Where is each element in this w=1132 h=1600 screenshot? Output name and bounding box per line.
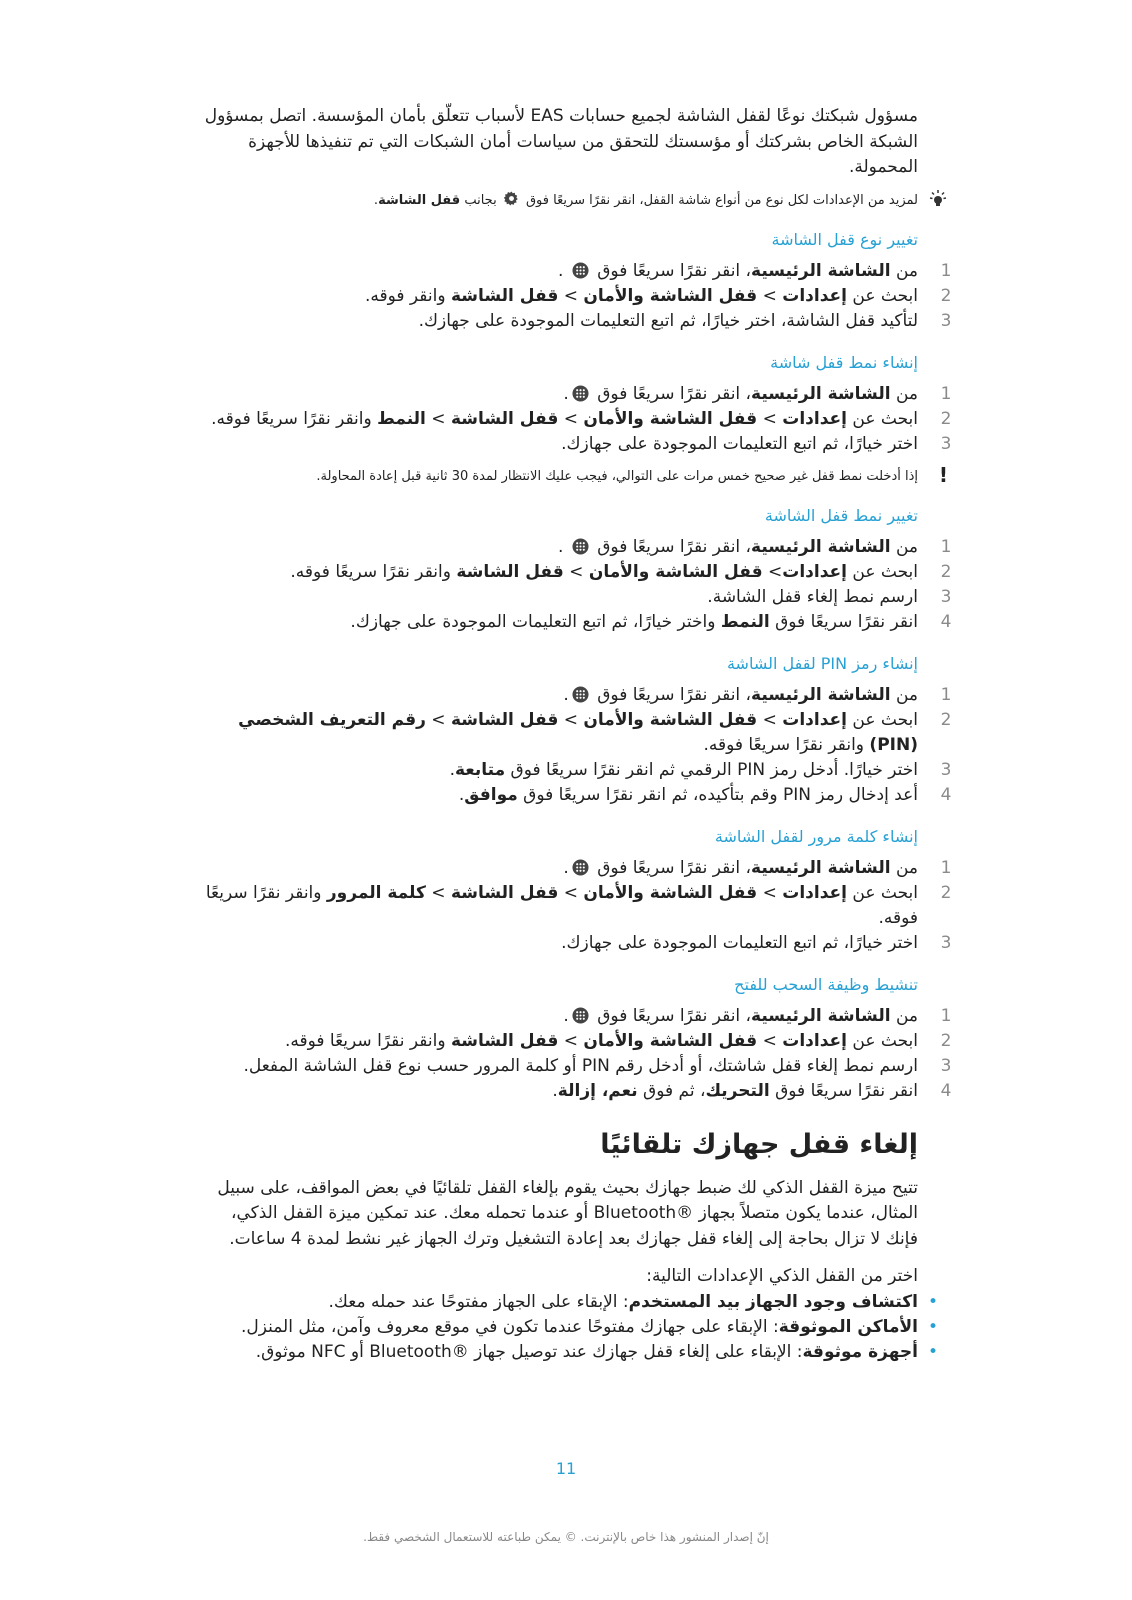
- steps-list: [196, 259, 952, 334]
- intro-paragraph: مسؤول شبكتك نوعًا لقفل الشاشة لجميع حسابات EAS لأسباب تتعلّق بأمان المؤسسة. اتصل بمسؤول الشبكة الخاص بشركتك أو مؤسستك للتحقق من سياسات أمان الشبكات التي تم تنفيذها للأجهزة المحمولة.: [204, 106, 918, 177]
- step-text: ابحث عن: [846, 561, 918, 582]
- smart-lock-options-intro: اختر من القفل الذكي الإعدادات التالية:: [646, 1266, 918, 1286]
- step-item: [196, 284, 952, 309]
- footer-note: إنّ إصدار المنشور هذا خاص بالإنترنت. © يمكن طباعته للاستعمال الشخصي فقط.: [363, 1530, 769, 1544]
- section-title-create-pin: إنشاء رمز PIN لقفل الشاشة: [726, 653, 918, 673]
- step-item: [196, 931, 952, 956]
- option-text: : الإبقاء على جهازك مفتوحًا عندما تكون في موقع معروف وآمن، مثل المنزل.: [240, 1316, 779, 1337]
- apps-grid-icon: [572, 538, 589, 555]
- tip-text: لمزيد من الإعدادات لكل نوع من أنواع شاشة القفل، انقر نقرًا سريعًا فوق: [525, 192, 918, 208]
- step-end: وانقر نقرًا سريعًا فوقه.: [290, 561, 457, 582]
- lightbulb-icon: [928, 189, 948, 209]
- section-title-change-lock-type: تغيير نوع قفل الشاشة: [771, 229, 918, 249]
- option-bold: اكتشاف وجود الجهاز بيد المستخدم: [628, 1291, 918, 1312]
- step-text: انقر نقرًا سريعًا فوق: [769, 1080, 918, 1101]
- tip-text-next: بجانب: [464, 192, 497, 208]
- step-text: من: [890, 383, 918, 404]
- step-end: .: [563, 383, 569, 404]
- step-number: 1: [940, 857, 952, 878]
- step-text: من: [890, 1005, 918, 1026]
- step-item: [196, 560, 952, 585]
- steps-list: [196, 856, 952, 956]
- step-end: وانقر فوقه.: [364, 285, 451, 306]
- step-item: [196, 1079, 952, 1104]
- gear-icon: [504, 191, 519, 206]
- step-bold: قفل الشاشة: [450, 882, 559, 903]
- step-item: [196, 1054, 952, 1079]
- step-bold: رقم التعريف الشخصي (PIN): [238, 709, 918, 755]
- section-heading-smart-lock: إلغاء قفل جهازك تلقائيًا: [600, 1128, 918, 1160]
- step-bold: الشاشة الرئيسية: [751, 684, 891, 705]
- step-bold: إعدادات: [782, 285, 847, 306]
- apps-grid-icon: [572, 262, 589, 279]
- step-item: [196, 535, 952, 560]
- step-bold: قفل الشاشة والأمان: [588, 561, 763, 582]
- note-box: [196, 462, 948, 487]
- smart-lock-options-list: [196, 1290, 938, 1365]
- exclamation-icon: !: [938, 462, 948, 487]
- section-title-create-password: إنشاء كلمة مرور لقفل الشاشة: [714, 826, 918, 846]
- step-text: >: [762, 561, 783, 582]
- step-end: .: [552, 1080, 558, 1101]
- section-title-change-pattern: تغيير نمط قفل الشاشة: [764, 505, 918, 525]
- step-text: >: [563, 561, 589, 582]
- step-item: [196, 309, 952, 334]
- step-end: .: [458, 784, 465, 805]
- step-number: 3: [940, 586, 952, 607]
- step-number: 3: [940, 310, 952, 331]
- step-number: 2: [940, 709, 952, 730]
- step-bold: النمط: [720, 611, 770, 632]
- smart-lock-paragraph: تتيح ميزة القفل الذكي لك ضبط جهازك بحيث يقوم بإلغاء القفل تلقائيًا في بعض المواقف، على سبيل المثال، عندما يكون متصلاً بجهاز ®Bluetooth أو عندما تحمله معك. عند تمكين ميزة القفل الذكي، فإنك لا تزال بحاجة إلى إلغاء قفل جهازك بعد إعادة التشغيل وترك الجهاز غير نشط لمدة 4 ساعات.: [217, 1177, 918, 1249]
- step-number: 1: [940, 684, 952, 705]
- steps-list: [196, 683, 952, 808]
- step-item: [196, 881, 952, 931]
- step-end: .: [563, 857, 569, 878]
- step-text: >: [425, 709, 451, 730]
- step-end: وانقر نقرًا سريعًا فوقه.: [205, 882, 918, 928]
- option-bold: أجهزة موثوقة: [802, 1341, 918, 1362]
- tip-bold: قفل الشاشة: [378, 192, 461, 208]
- step-text: >: [558, 709, 584, 730]
- step-end: وانقر نقرًا سريعًا فوقه.: [284, 1030, 451, 1051]
- step-number: 1: [940, 383, 952, 404]
- option-text: : الإبقاء على الجهاز مفتوحًا عند حمله معك.: [328, 1291, 629, 1312]
- step-bold: قفل الشاشة والأمان: [583, 408, 758, 429]
- step-end: .: [558, 260, 569, 281]
- step-text: من: [890, 260, 918, 281]
- bullet-icon: •: [927, 1291, 938, 1312]
- step-number: 4: [940, 1080, 952, 1101]
- step-text: لتأكيد قفل الشاشة، اختر خيارًا، ثم اتبع التعليمات الموجودة على جهازك.: [418, 310, 918, 331]
- step-text: من: [890, 684, 918, 705]
- step-text: انقر نقرًا سريعًا فوق: [769, 611, 918, 632]
- step-end: .: [563, 1005, 569, 1026]
- step-bold: قفل الشاشة والأمان: [583, 882, 758, 903]
- step-item: [196, 382, 952, 407]
- step-bold: موافق: [464, 784, 518, 805]
- option-bold: الأماكن الموثوقة: [778, 1316, 918, 1337]
- step-end: .: [449, 759, 455, 780]
- step-item: [196, 856, 952, 881]
- step-end: .: [558, 536, 569, 557]
- step-number: 1: [940, 260, 952, 281]
- step-number: 2: [940, 408, 952, 429]
- step-bold: إعدادات: [782, 882, 847, 903]
- document-content: [196, 104, 952, 1365]
- step-bold: قفل الشاشة: [450, 408, 559, 429]
- step-number: 2: [940, 561, 952, 582]
- note-text: إذا أدخلت نمط قفل غير صحيح خمس مرات على التوالي، فيجب عليك الانتظار لمدة 30 ثانية قبل إعادة المحاولة.: [316, 468, 918, 484]
- step-item: [196, 683, 952, 708]
- step-item: [196, 708, 952, 758]
- step-text: >: [558, 285, 584, 306]
- step-text: >: [757, 1030, 783, 1051]
- step-number: 4: [940, 784, 952, 805]
- step-text: >: [757, 408, 783, 429]
- step-item: [196, 585, 952, 610]
- step-text: ابحث عن: [846, 709, 918, 730]
- bullet-icon: •: [927, 1341, 938, 1362]
- step-text: أعد إدخال رمز PIN وقم بتأكيده، ثم انقر نقرًا سريعًا فوق: [517, 784, 918, 805]
- bullet-icon: •: [927, 1316, 938, 1337]
- option-text: : الإبقاء على إلغاء قفل جهازك عند توصيل جهاز ®Bluetooth أو NFC موثوق.: [255, 1341, 803, 1362]
- step-bold: النمط: [377, 408, 426, 429]
- steps-list: [196, 535, 952, 635]
- step-text: من: [890, 536, 918, 557]
- step-text: ابحث عن: [846, 408, 918, 429]
- step-bold: قفل الشاشة: [450, 709, 559, 730]
- step-number: 2: [940, 285, 952, 306]
- step-text: ارسم نمط إلغاء قفل شاشتك، أو أدخل رقم PIN أو كلمة المرور حسب نوع قفل الشاشة المفعل.: [243, 1055, 918, 1076]
- step-text: ، انقر نقرًا سريعًا فوق: [591, 684, 752, 705]
- step-item: [196, 758, 952, 783]
- step-text: >: [558, 1030, 584, 1051]
- step-text: من: [890, 857, 918, 878]
- step-number: 2: [940, 882, 952, 903]
- step-bold: الشاشة الرئيسية: [751, 1005, 891, 1026]
- step-end: واختر خيارًا، ثم اتبع التعليمات الموجودة على جهازك.: [350, 611, 721, 632]
- step-text: ارسم نمط إلغاء قفل الشاشة.: [707, 586, 918, 607]
- step-text: >: [425, 408, 451, 429]
- step-bold: إعدادات: [782, 709, 847, 730]
- section-title-swipe-unlock: تنشيط وظيفة السحب للفتح: [734, 974, 918, 994]
- steps-list: [196, 382, 952, 457]
- step-item: [196, 783, 952, 808]
- apps-grid-icon: [572, 859, 589, 876]
- step-text: >: [757, 709, 783, 730]
- step-number: 3: [940, 1055, 952, 1076]
- step-bold: نعم، إزالة: [557, 1080, 638, 1101]
- step-bold: الشاشة الرئيسية: [751, 536, 891, 557]
- step-item: [196, 407, 952, 432]
- step-bold: التحريك: [705, 1080, 770, 1101]
- tip-end: .: [373, 192, 379, 208]
- step-bold: الشاشة الرئيسية: [751, 260, 891, 281]
- step-bold: كلمة المرور: [326, 882, 426, 903]
- step-end: .: [563, 684, 569, 705]
- step-bold: قفل الشاشة والأمان: [583, 285, 758, 306]
- step-number: 2: [940, 1030, 952, 1051]
- tip-box: [196, 191, 918, 211]
- step-bold: إعدادات: [782, 1030, 847, 1051]
- step-number: 3: [940, 932, 952, 953]
- step-text: ، ثم فوق: [637, 1080, 706, 1101]
- step-bold: قفل الشاشة: [450, 1030, 559, 1051]
- step-text: >: [757, 285, 783, 306]
- step-item: [196, 1029, 952, 1054]
- apps-grid-icon: [572, 385, 589, 402]
- step-text: ، انقر نقرًا سريعًا فوق: [591, 260, 752, 281]
- step-text: >: [558, 882, 584, 903]
- step-item: [196, 432, 952, 457]
- step-bold: الشاشة الرئيسية: [751, 383, 891, 404]
- section-title-create-pattern: إنشاء نمط قفل شاشة: [770, 352, 918, 372]
- step-text: >: [425, 882, 451, 903]
- step-bold: قفل الشاشة والأمان: [583, 709, 758, 730]
- step-text: ، انقر نقرًا سريعًا فوق: [591, 1005, 752, 1026]
- step-item: [196, 259, 952, 284]
- step-bold: الشاشة الرئيسية: [751, 857, 891, 878]
- list-item: [196, 1340, 938, 1365]
- step-item: [196, 1004, 952, 1029]
- step-bold: قفل الشاشة: [450, 285, 559, 306]
- step-bold: إعدادات: [782, 561, 847, 582]
- steps-list: [196, 1004, 952, 1104]
- step-bold: متابعة: [455, 759, 506, 780]
- step-number: 3: [940, 759, 952, 780]
- step-text: اختر خيارًا، ثم اتبع التعليمات الموجودة على جهازك.: [561, 433, 918, 454]
- page-number: 11: [555, 1459, 577, 1478]
- step-number: 1: [940, 536, 952, 557]
- step-number: 1: [940, 1005, 952, 1026]
- step-text: اختر خيارًا، ثم اتبع التعليمات الموجودة على جهازك.: [561, 932, 918, 953]
- step-text: ابحث عن: [846, 882, 918, 903]
- list-item: [196, 1315, 938, 1340]
- step-bold: قفل الشاشة: [456, 561, 564, 582]
- step-bold: قفل الشاشة والأمان: [583, 1030, 758, 1051]
- step-text: ابحث عن: [846, 1030, 918, 1051]
- step-text: >: [558, 408, 584, 429]
- step-text: ، انقر نقرًا سريعًا فوق: [591, 536, 752, 557]
- step-number: 4: [940, 611, 952, 632]
- step-text: ابحث عن: [846, 285, 918, 306]
- step-item: [196, 610, 952, 635]
- step-text: >: [757, 882, 783, 903]
- step-text: اختر خيارًا. أدخل رمز PIN الرقمي ثم انقر نقرًا سريعًا فوق: [505, 759, 918, 780]
- step-bold: إعدادات: [782, 408, 847, 429]
- step-end: وانقر نقرًا سريعًا فوقه.: [211, 408, 378, 429]
- apps-grid-icon: [572, 686, 589, 703]
- apps-grid-icon: [572, 1007, 589, 1024]
- step-end: وانقر نقرًا سريعًا فوقه.: [703, 734, 870, 755]
- list-item: [196, 1290, 938, 1315]
- step-text: ، انقر نقرًا سريعًا فوق: [591, 857, 752, 878]
- step-text: ، انقر نقرًا سريعًا فوق: [591, 383, 752, 404]
- step-number: 3: [940, 433, 952, 454]
